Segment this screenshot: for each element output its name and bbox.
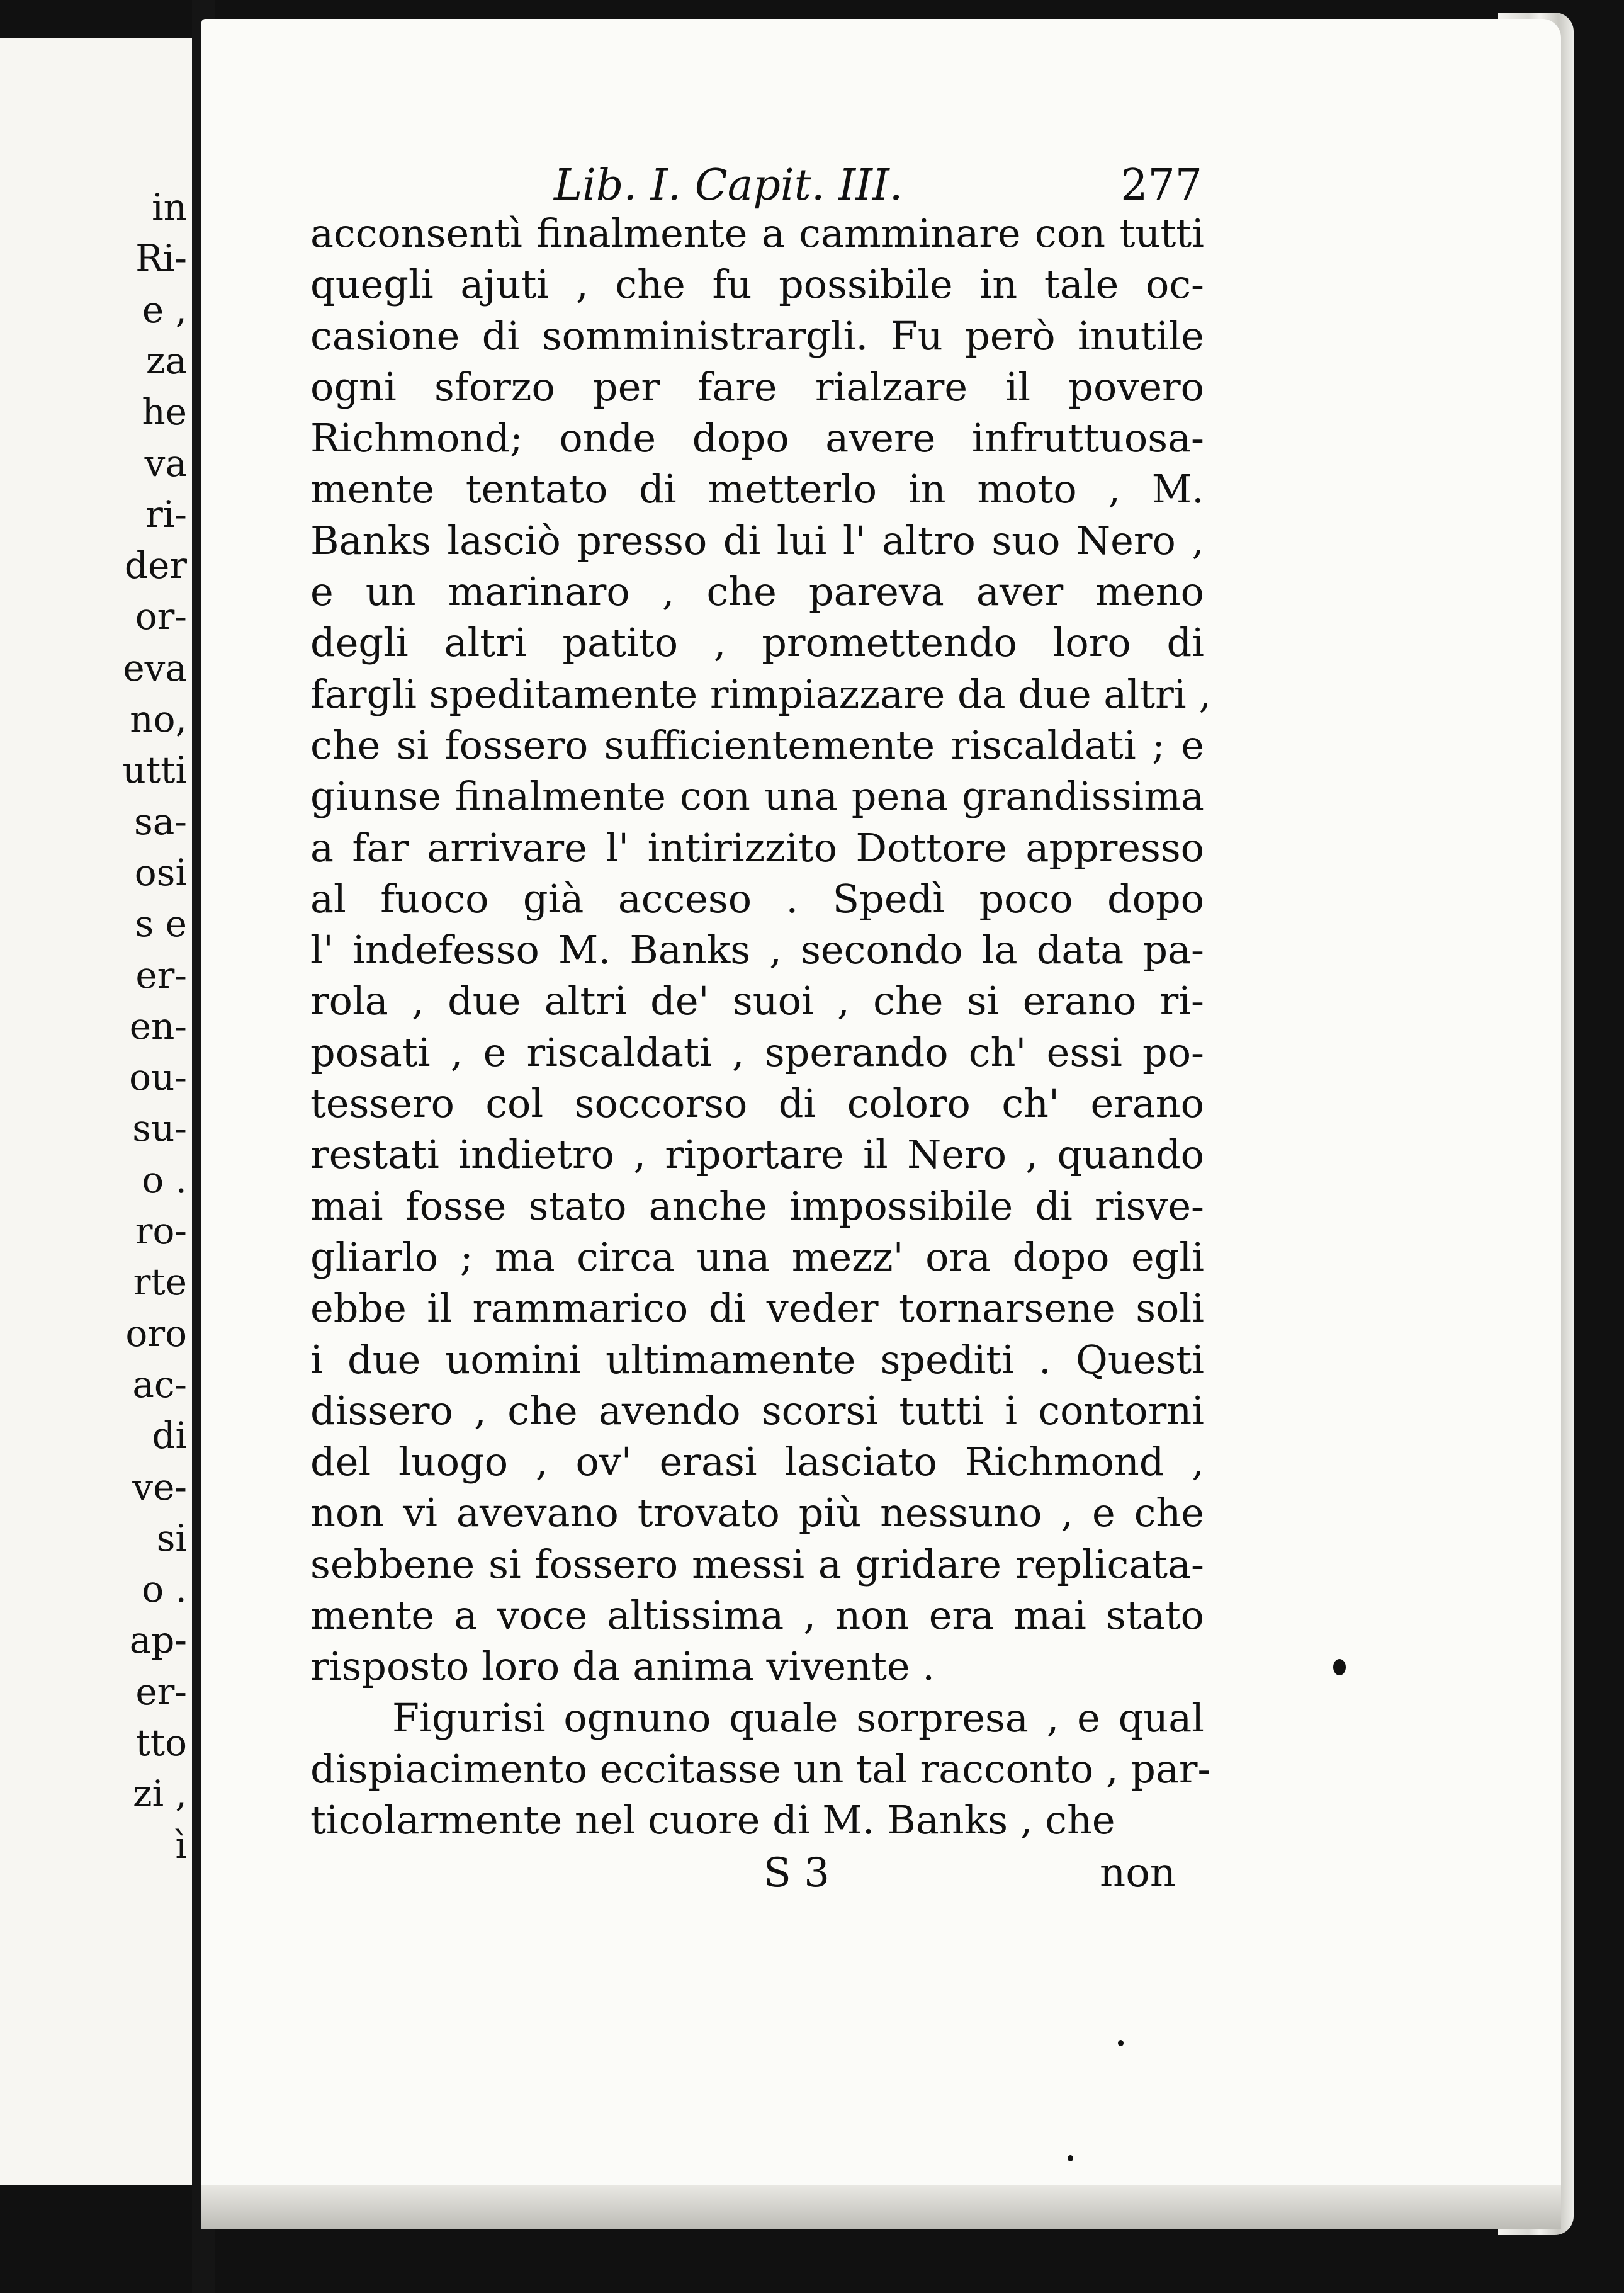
left-page-line: va xyxy=(144,441,187,485)
text-line: l' indefesso M. Banks , secondo la data pa- xyxy=(310,927,1204,973)
text-line: mente a voce altissima , non era mai stato xyxy=(310,1592,1204,1639)
left-page-fragment xyxy=(0,38,196,2185)
text-line: giunse finalmente con una pena grandissima xyxy=(310,773,1204,820)
text-line: mai fosse stato anche impossibile di risve- xyxy=(310,1182,1204,1229)
left-page-line: utti xyxy=(122,749,187,792)
left-page-line: s e xyxy=(135,902,187,946)
text-line: al fuoco già acceso . Spedì poco dopo xyxy=(310,875,1204,922)
text-line: ogni sforzo per fare rialzare il povero xyxy=(310,363,1204,410)
left-page-line: o . xyxy=(142,1568,187,1611)
running-header xyxy=(554,161,1202,211)
text-line: dispiacimento eccitasse un tal racconto , par- xyxy=(310,1745,1211,1792)
left-page-line: si xyxy=(156,1516,187,1560)
left-page-line: no, xyxy=(130,698,187,740)
left-page-line: ve- xyxy=(132,1465,187,1509)
left-page-line: in xyxy=(152,186,187,229)
text-line: casione di somministrargli. Fu però inutile xyxy=(310,312,1204,359)
left-page-line: er- xyxy=(135,953,187,997)
text-line: e un marinaro , che pareva aver meno xyxy=(310,569,1204,615)
left-page-line: osi xyxy=(134,851,187,894)
left-page-line: der xyxy=(124,544,187,587)
text-line: tessero col soccorso di coloro ch' erano xyxy=(310,1080,1204,1127)
ink-speck xyxy=(1333,1659,1346,1675)
left-page-line: ou- xyxy=(129,1056,187,1099)
text-line: degli altri patito , promettendo loro di xyxy=(310,620,1204,666)
left-page-line: ac- xyxy=(132,1362,187,1406)
left-page-line: di xyxy=(152,1414,187,1458)
text-line: acconsentì finalmente a camminare con tutti xyxy=(310,210,1204,256)
left-page-line: ri- xyxy=(145,492,187,536)
left-page-line: za xyxy=(145,339,187,382)
left-page-line: o . xyxy=(142,1158,187,1201)
page-footer xyxy=(310,1848,1204,1898)
left-page-line: oro xyxy=(125,1311,187,1355)
running-title: Lib. I. Capit. III. xyxy=(554,161,903,210)
text-line: i due uomini ultimamente spediti . Questi xyxy=(310,1336,1204,1383)
left-page-line: eva xyxy=(123,646,187,689)
ink-speck xyxy=(1068,2155,1073,2161)
text-line: ticolarmente nel cuore di M. Banks , che xyxy=(310,1797,1115,1843)
text-line: gliarlo ; ma circa una mezz' ora dopo egli xyxy=(310,1233,1204,1280)
left-page-line: er- xyxy=(135,1670,187,1713)
page-number: 277 xyxy=(1120,161,1202,210)
text-line: Figurisi ognuno quale sorpresa , e qual xyxy=(392,1694,1204,1741)
text-line: risposto loro da anima vivente . xyxy=(310,1643,935,1690)
page-body-text xyxy=(310,208,1211,1846)
left-page-line: su- xyxy=(132,1107,187,1150)
left-page-line: en- xyxy=(129,1004,187,1048)
left-page-line: ì xyxy=(175,1823,187,1867)
left-page-line: zi , xyxy=(133,1772,187,1816)
ink-speck xyxy=(1118,2040,1124,2046)
text-line: Richmond; onde dopo avere infruttuosa- xyxy=(310,415,1204,461)
left-page-line: he xyxy=(142,390,187,434)
text-line: restati indietro , riportare il Nero , quando xyxy=(310,1131,1204,1178)
text-line: non vi avevano trovato più nessuno , e che xyxy=(310,1490,1204,1536)
left-page-line: rte xyxy=(133,1260,187,1304)
left-page-line: tto xyxy=(135,1721,187,1764)
text-line: del luogo , ov' erasi lasciato Richmond , xyxy=(310,1439,1204,1485)
text-line: dissero , che avendo scorsi tutti i contorni xyxy=(310,1387,1204,1434)
text-line: che si fossero sufficientemente riscaldati ; e xyxy=(310,722,1204,768)
left-page-line: sa- xyxy=(134,800,187,843)
catchword: non xyxy=(1100,1850,1176,1896)
text-line: rola , due altri de' suoi , che si erano ri- xyxy=(310,978,1204,1024)
left-page-line: ro- xyxy=(135,1209,187,1252)
text-line: mente tentato di metterlo in moto , M. xyxy=(310,466,1204,512)
text-line: ebbe il rammarico di veder tornarsene soli xyxy=(310,1285,1204,1332)
left-page-line: ap- xyxy=(129,1619,187,1662)
text-line: Banks lasciò presso di lui l' altro suo Nero , xyxy=(310,517,1204,563)
text-line: quegli ajuti , che fu possibile in tale oc- xyxy=(310,261,1204,308)
left-page-line: e , xyxy=(142,288,187,331)
page-bottom-edge xyxy=(201,2185,1561,2229)
left-page-line: or- xyxy=(135,595,187,638)
text-line: fargli speditamente rimpiazzare da due altri , xyxy=(310,671,1211,717)
left-page-line: Ri- xyxy=(135,237,187,280)
text-line: sebbene si fossero messi a gridare replicata- xyxy=(310,1541,1204,1587)
text-line: a far arrivare l' intirizzito Dottore appresso xyxy=(310,824,1204,871)
text-line: posati , e riscaldati , sperando ch' essi po- xyxy=(310,1029,1204,1075)
signature-mark: S 3 xyxy=(764,1850,830,1896)
